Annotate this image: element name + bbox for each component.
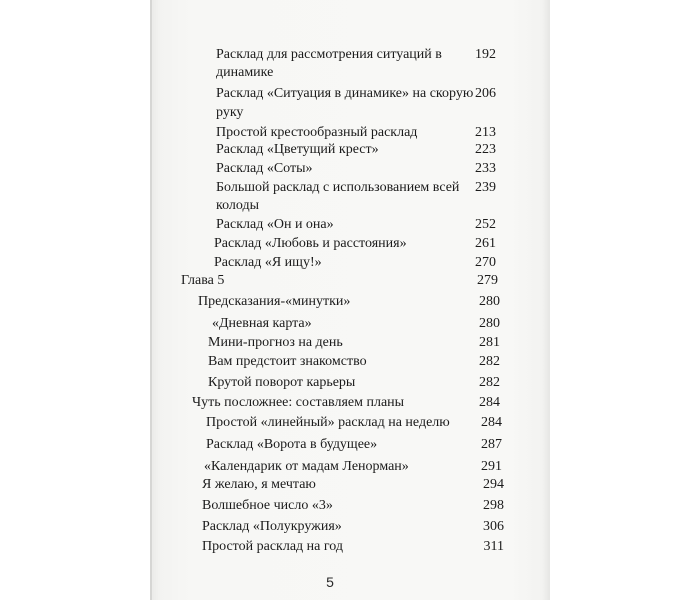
toc-entry-title: Мини-прогноз на день — [208, 335, 343, 350]
toc-entry-page: 192 — [475, 47, 496, 62]
toc-entry-page: 252 — [475, 217, 496, 232]
toc-entry-page: 311 — [483, 539, 504, 554]
toc-entry-title: Расклад для рассмотрения ситуаций в — [216, 47, 442, 62]
toc-entry-page: 282 — [479, 354, 500, 369]
toc-entry-title: Я желаю, я мечтаю — [202, 477, 316, 492]
toc-entry-title: «Дневная карта» — [212, 316, 312, 331]
toc-entry-page: 281 — [479, 335, 500, 350]
toc-entry-page: 233 — [475, 161, 496, 176]
toc-chapter-title: Глава 5 — [181, 273, 225, 288]
toc-entry-title: Крутой поворот карьеры — [208, 375, 356, 390]
toc-entry-title: «Календарик от мадам Ленорман» — [204, 459, 409, 474]
paper-edge — [150, 0, 152, 600]
toc-entry-page: 284 — [479, 395, 500, 410]
toc-entry-page: 291 — [481, 459, 502, 474]
toc-entry-title: Простой расклад на год — [202, 539, 343, 554]
toc-entry-page: 279 — [477, 273, 498, 288]
toc-entry-page: 270 — [475, 255, 496, 270]
toc-entry-page: 284 — [481, 415, 502, 430]
toc-entry-title: Расклад «Любовь и расстояния» — [214, 236, 407, 251]
toc-entry-title: Расклад «Он и она» — [216, 217, 334, 232]
toc-entry-page: 306 — [483, 519, 504, 534]
toc-entry-title: Расклад «Цветущий крест» — [216, 142, 379, 157]
toc-entry-title: Расклад «Соты» — [216, 161, 313, 176]
toc-entry-title: динамике — [216, 65, 274, 80]
toc-entry-title: Расклад «Ситуация в динамике» на скорую — [216, 86, 474, 101]
toc-entry-page: 261 — [475, 236, 496, 251]
toc-entry-title: Расклад «Полукружия» — [202, 519, 342, 534]
toc-entry-title: Простой «линейный» расклад на неделю — [206, 415, 450, 430]
toc-entry-title: Расклад «Ворота в будущее» — [206, 437, 378, 452]
toc-entry-page: 298 — [483, 498, 504, 513]
toc-entry-page: 294 — [483, 477, 504, 492]
page-number: 5 — [326, 574, 334, 590]
toc-entry-page: 287 — [481, 437, 502, 452]
toc-entry-page: 239 — [475, 180, 496, 195]
toc-entry-page: 280 — [479, 316, 500, 331]
toc-entry-page: 213 — [475, 125, 496, 140]
toc-entry-page: 223 — [475, 142, 496, 157]
toc-entry-page: 206 — [475, 86, 496, 101]
toc-section-title: Предсказания-«минутки» — [198, 294, 351, 309]
toc-entry-title: Вам предстоит знакомство — [208, 354, 367, 369]
toc-entry-title: колоды — [216, 198, 260, 213]
toc-entry-title: руку — [216, 105, 244, 120]
toc-entry-title: Большой расклад с использованием всей — [216, 180, 460, 195]
toc-entry-title: Волшебное число «3» — [202, 498, 333, 513]
toc-entry-page: 282 — [479, 375, 500, 390]
toc-section-title: Чуть посложнее: составляем планы — [192, 395, 405, 410]
toc-entry-title: Расклад «Я ищу!» — [214, 255, 322, 270]
toc-entry-page: 280 — [479, 294, 500, 309]
toc-entry-title: Простой крестообразный расклад — [216, 125, 418, 140]
